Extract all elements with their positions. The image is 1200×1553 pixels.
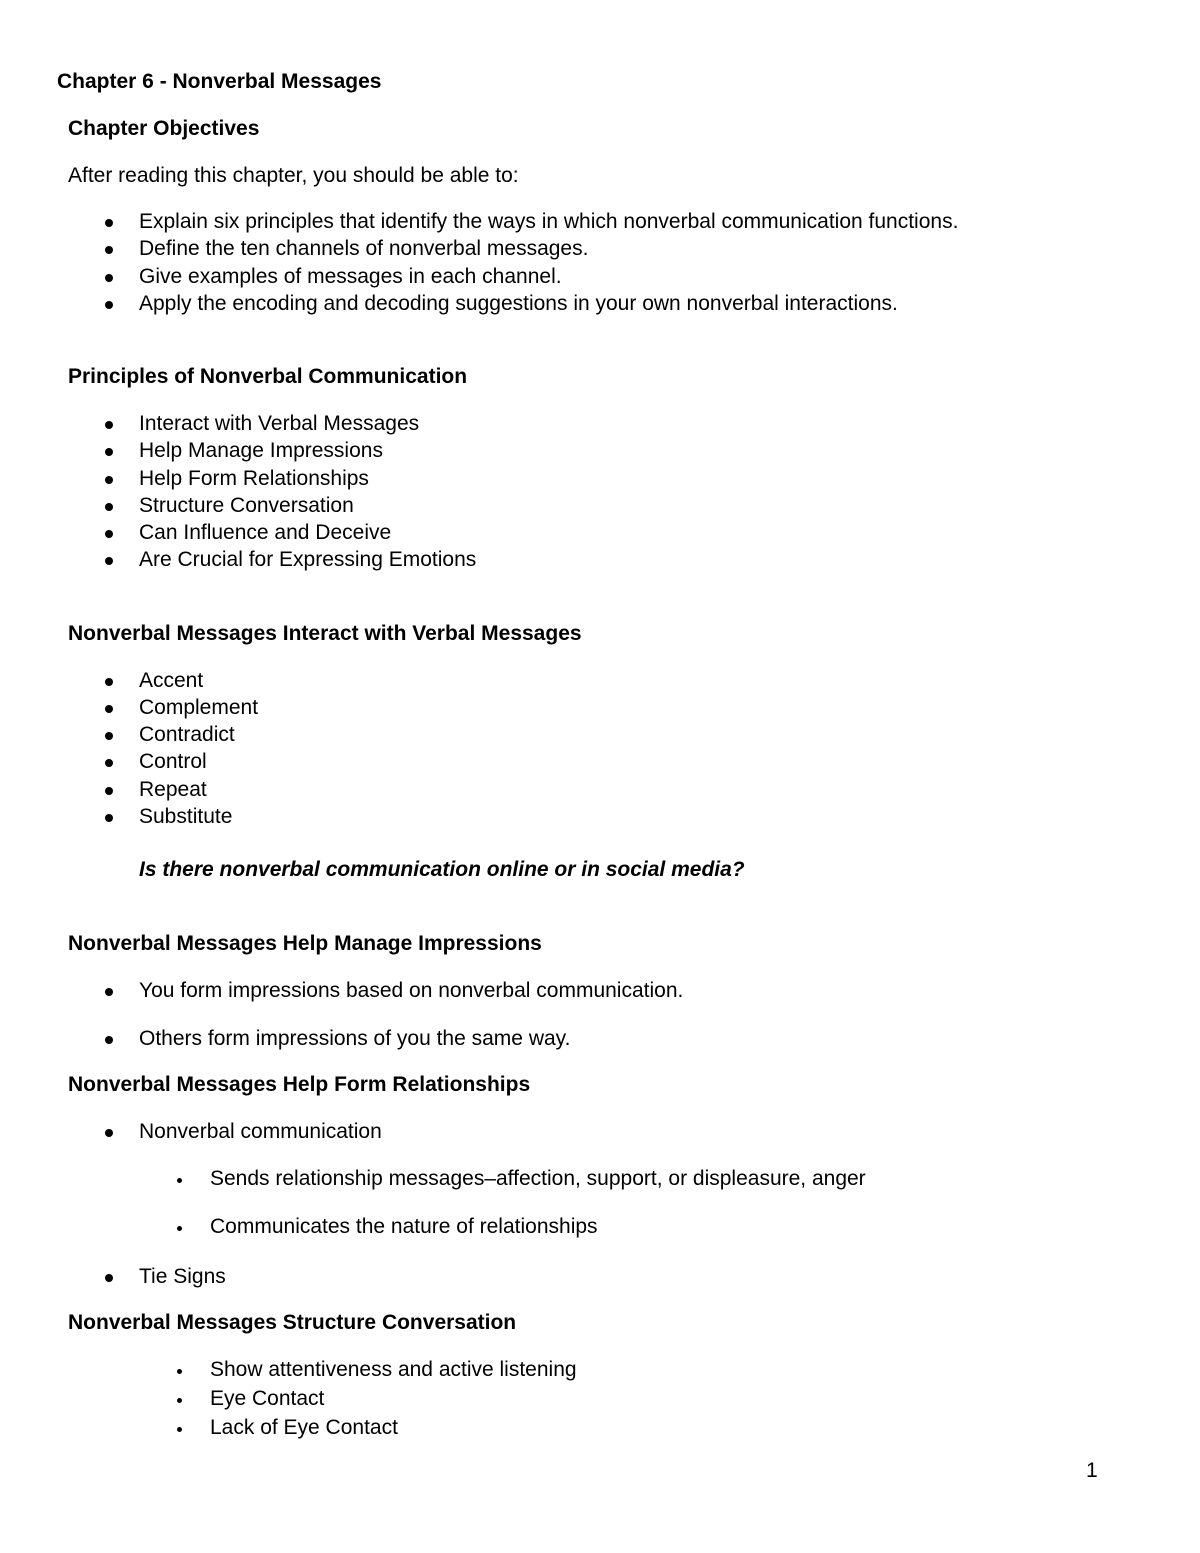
page-number: 1 bbox=[1086, 1459, 1098, 1482]
sub-bullet-icon bbox=[177, 1178, 182, 1183]
bullet-icon bbox=[105, 1036, 113, 1044]
impressions-heading: Nonverbal Messages Help Manage Impressions bbox=[68, 932, 542, 955]
objectives-intro: After reading this chapter, you should be able to: bbox=[68, 164, 519, 187]
interact-item: Substitute bbox=[139, 805, 233, 828]
page-title: Chapter 6 - Nonverbal Messages bbox=[57, 70, 382, 93]
structure-item: Eye Contact bbox=[210, 1387, 325, 1410]
bullet-icon bbox=[105, 503, 113, 511]
principles-heading: Principles of Nonverbal Communication bbox=[68, 365, 468, 388]
bullet-icon bbox=[105, 274, 113, 282]
bullet-icon bbox=[105, 787, 113, 795]
bullet-icon bbox=[105, 448, 113, 456]
structure-item: Show attentiveness and active listening bbox=[210, 1358, 577, 1381]
bullet-icon bbox=[105, 705, 113, 713]
sub-bullet-icon bbox=[177, 1398, 182, 1403]
relationships-heading: Nonverbal Messages Help Form Relationships bbox=[68, 1073, 531, 1096]
bullet-icon bbox=[105, 246, 113, 254]
sub-bullet-icon bbox=[177, 1427, 182, 1432]
principle-item: Are Crucial for Expressing Emotions bbox=[139, 548, 477, 571]
objective-item: Define the ten channels of nonverbal messages. bbox=[139, 237, 589, 260]
bullet-icon bbox=[105, 301, 113, 309]
structure-heading: Nonverbal Messages Structure Conversation bbox=[68, 1311, 517, 1334]
objective-item: Explain six principles that identify the ways in which nonverbal communication functions. bbox=[139, 210, 959, 233]
sub-bullet-icon bbox=[177, 1226, 182, 1231]
principle-item: Help Form Relationships bbox=[139, 467, 369, 490]
objective-item: Apply the encoding and decoding suggestions in your own nonverbal interactions. bbox=[139, 292, 898, 315]
principle-item: Help Manage Impressions bbox=[139, 439, 383, 462]
interact-item: Accent bbox=[139, 669, 204, 692]
bullet-icon bbox=[105, 476, 113, 484]
relationships-item: Nonverbal communication bbox=[139, 1120, 382, 1143]
bullet-icon bbox=[105, 759, 113, 767]
objective-item: Give examples of messages in each channel. bbox=[139, 265, 562, 288]
bullet-icon bbox=[105, 732, 113, 740]
principle-item: Can Influence and Deceive bbox=[139, 521, 392, 544]
bullet-icon bbox=[105, 557, 113, 565]
impressions-item: You form impressions based on nonverbal communication. bbox=[139, 979, 684, 1002]
interact-item: Complement bbox=[139, 696, 259, 719]
bullet-icon bbox=[105, 421, 113, 429]
bullet-icon bbox=[105, 530, 113, 538]
bullet-icon bbox=[105, 219, 113, 227]
bullet-icon bbox=[105, 678, 113, 686]
relationships-subitem: Communicates the nature of relationships bbox=[210, 1215, 598, 1238]
bullet-icon bbox=[105, 988, 113, 996]
structure-item: Lack of Eye Contact bbox=[210, 1416, 398, 1439]
objectives-heading: Chapter Objectives bbox=[68, 117, 260, 140]
relationships-subitem: Sends relationship messages–affection, support, or displeasure, anger bbox=[210, 1167, 866, 1190]
interact-item: Control bbox=[139, 750, 207, 773]
interact-heading: Nonverbal Messages Interact with Verbal Messages bbox=[68, 622, 582, 645]
sub-bullet-icon bbox=[177, 1369, 182, 1374]
principle-item: Structure Conversation bbox=[139, 494, 354, 517]
principle-item: Interact with Verbal Messages bbox=[139, 412, 420, 435]
interact-item: Contradict bbox=[139, 723, 235, 746]
bullet-icon bbox=[105, 1129, 113, 1137]
relationships-item: Tie Signs bbox=[139, 1265, 226, 1288]
bullet-icon bbox=[105, 1274, 113, 1282]
discussion-question: Is there nonverbal communication online or in social media? bbox=[139, 858, 745, 881]
interact-item: Repeat bbox=[139, 778, 207, 801]
impressions-item: Others form impressions of you the same way. bbox=[139, 1027, 571, 1050]
bullet-icon bbox=[105, 814, 113, 822]
